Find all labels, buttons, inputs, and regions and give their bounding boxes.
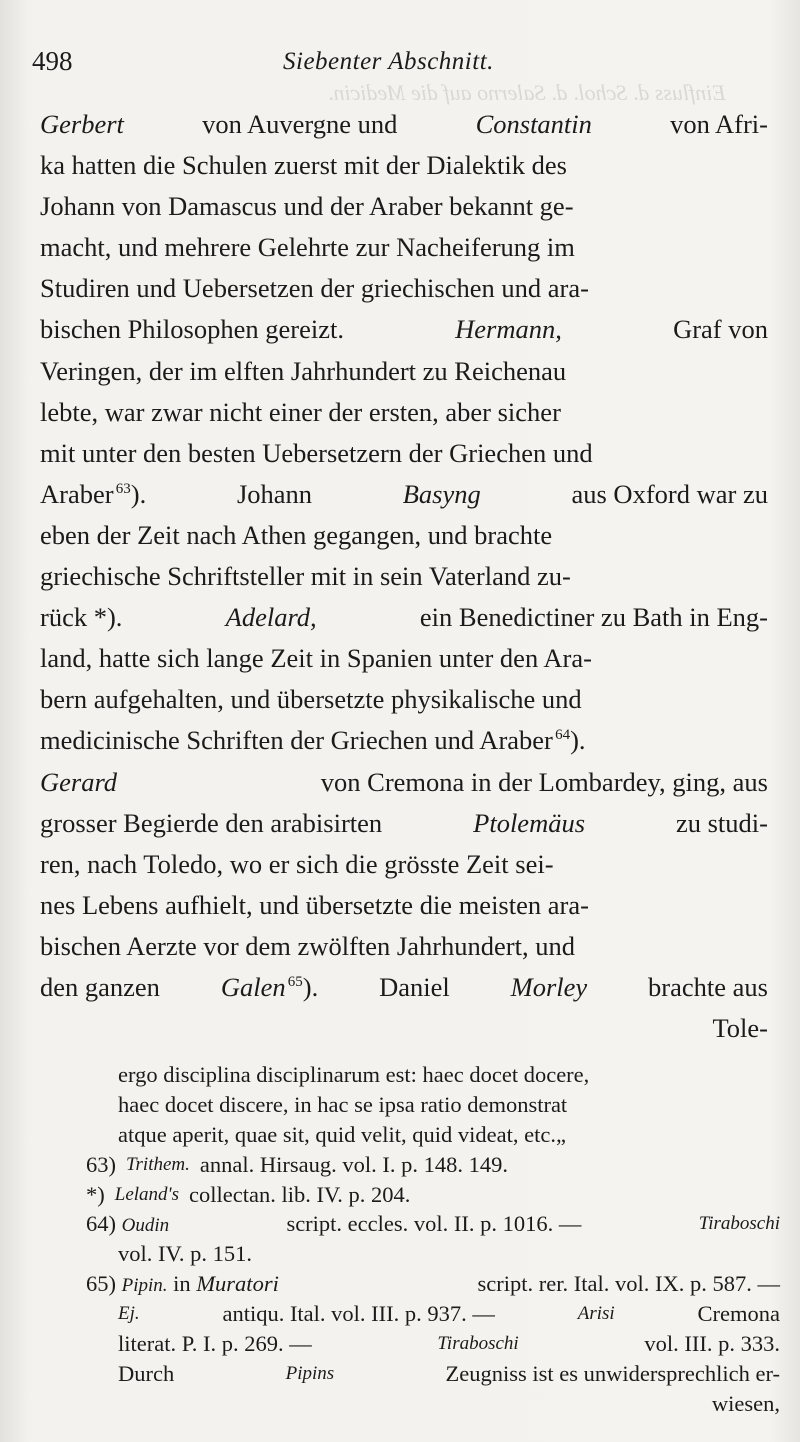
- text-span: ).: [130, 478, 147, 509]
- text-span: Zeugniss ist es unwidersprechlich er-: [445, 1360, 780, 1386]
- footnote-number: 65): [86, 1271, 116, 1297]
- text-line: [40, 720, 768, 761]
- text-span: Graf von: [673, 314, 768, 345]
- name-gerard: Gerard: [40, 766, 118, 797]
- text-span: bischen Aerzte vor dem zwölften Jahrhundert, und: [40, 930, 575, 961]
- text-span: wiesen,: [711, 1390, 780, 1416]
- main-text: [40, 104, 768, 1049]
- footnote-line: [86, 1299, 780, 1329]
- text-span: brachte aus: [648, 971, 768, 1002]
- text-span: script. eccles. vol. II. p. 1016. —: [286, 1211, 582, 1237]
- text-span: eben der Zeit nach Athen gegangen, und brachte: [40, 519, 553, 550]
- footnote-line: [86, 1359, 780, 1389]
- footnote-number: 63): [86, 1151, 116, 1177]
- text-span: mit unter den besten Uebersetzern der Griechen und: [40, 437, 593, 468]
- author-abbrev: Pipins: [285, 1362, 335, 1384]
- name-galen: Galen: [220, 971, 286, 1002]
- footnote-line: [86, 1090, 780, 1120]
- text-span: literat. P. I. p. 269. —: [118, 1331, 312, 1357]
- author-abbrev: Ej.: [118, 1303, 140, 1325]
- text-span: grosser Begierde den arabisirten: [40, 807, 383, 838]
- text-line: [40, 268, 768, 309]
- text-span: von Auvergne und: [202, 109, 398, 139]
- text-span: ).: [302, 971, 319, 1002]
- name-constantin: Constantin: [475, 109, 592, 139]
- text-span: land, hatte sich lange Zeit in Spanien unter den Ara-: [40, 643, 592, 674]
- text-line: [40, 392, 768, 433]
- text-line: [40, 186, 768, 227]
- text-span: script. rer. Ital. vol. IX. p. 587. —: [477, 1271, 780, 1297]
- text-line: [40, 803, 768, 844]
- text-span: aus Oxford war zu: [571, 478, 768, 509]
- page-header: [28, 42, 770, 105]
- page-number: 498: [32, 46, 73, 76]
- footnote-63: [86, 1150, 780, 1180]
- text-span: Johann: [236, 478, 313, 509]
- author-abbrev: Arisi: [577, 1303, 615, 1325]
- text-span: lebte, war zwar nicht einer der ersten, aber sicher: [40, 396, 561, 427]
- text-span: Cremona: [697, 1301, 780, 1327]
- name-gerbert: Gerbert: [40, 109, 124, 139]
- text-line: [40, 351, 768, 392]
- footnote-star: [86, 1180, 780, 1210]
- text-span: collectan. lib. IV. p. 204.: [189, 1181, 411, 1207]
- text-span: den ganzen: [40, 971, 160, 1002]
- text-span: rück *).: [40, 602, 123, 633]
- text-span: haec docet discere, in hac se ipsa ratio demonstrat: [118, 1091, 568, 1117]
- text-span: atque aperit, quae sit, quid velit, quid videat, etc.„: [118, 1121, 566, 1147]
- name-morley: Morley: [510, 971, 588, 1002]
- text-line: [40, 474, 768, 515]
- footnote-65: [86, 1269, 780, 1299]
- text-line: [40, 597, 768, 638]
- text-span: medicinische Schriften der Griechen und Araber: [40, 725, 553, 756]
- text-line: [40, 967, 768, 1008]
- text-span: Araber: [40, 478, 114, 509]
- text-span: zu studi-: [675, 807, 768, 838]
- text-line: [40, 926, 768, 967]
- footnotes: [86, 1060, 780, 1419]
- text-span: Johann von Damascus und der Araber bekannt ge-: [40, 191, 574, 222]
- text-line: [40, 844, 768, 885]
- author-abbrev: Muratori: [196, 1271, 279, 1297]
- footnote-line: [86, 1060, 780, 1090]
- author-abbrev: Pipin.: [121, 1275, 168, 1297]
- footnote-line: [86, 1239, 780, 1269]
- text-line: [40, 433, 768, 474]
- name-basyng: Basyng: [402, 478, 481, 509]
- text-span: annal. Hirsaug. vol. I. p. 148. 149.: [199, 1151, 508, 1177]
- author-abbrev: Tiraboschi: [437, 1333, 519, 1355]
- text-span: macht, und mehrere Gelehrte zur Nacheiferung im: [40, 232, 575, 263]
- text-line: [40, 227, 768, 268]
- text-line: [40, 515, 768, 556]
- footnote-ref-64: 64: [555, 727, 571, 744]
- footnote-line: [86, 1389, 780, 1419]
- text-line: [40, 309, 768, 350]
- text-span: bischen Philosophen gereizt.: [40, 314, 344, 345]
- text-line: [40, 556, 768, 597]
- author-abbrev: Leland's: [114, 1183, 179, 1205]
- footnote-number: 64): [86, 1211, 116, 1237]
- text-span: vol. III. p. 333.: [644, 1331, 780, 1357]
- text-line: [40, 679, 768, 720]
- text-span: in: [173, 1271, 191, 1297]
- name-adelard: Adelard,: [225, 602, 317, 633]
- footnote-ref-63: 63: [115, 481, 131, 498]
- text-line: [40, 104, 768, 145]
- author-abbrev: Tiraboschi: [698, 1213, 780, 1235]
- text-span: Studiren und Uebersetzen der griechischen und ara-: [40, 273, 589, 304]
- text-span: antiqu. Ital. vol. III. p. 937. —: [222, 1301, 495, 1327]
- text-span: ).: [570, 725, 586, 756]
- text-span: ren, nach Toledo, wo er sich die grösste Zeit sei-: [40, 848, 554, 879]
- text-span: nes Lebens aufhielt, und übersetzte die meisten ara-: [40, 889, 589, 920]
- catchword: Tole-: [712, 1013, 768, 1044]
- name-hermann: Hermann,: [455, 314, 562, 345]
- text-span: ein Benedictiner zu Bath in Eng-: [419, 602, 768, 633]
- footnote-line: [86, 1120, 780, 1150]
- text-span: bern aufgehalten, und übersetzte physikalische und: [40, 684, 582, 715]
- text-span: Daniel: [379, 971, 450, 1002]
- name-ptolemaeus: Ptolemäus: [473, 807, 586, 838]
- text-span: ergo disciplina disciplinarum est: haec docet docere,: [118, 1062, 590, 1087]
- footnote-line: [86, 1329, 780, 1359]
- footnote-ref-65: 65: [287, 974, 303, 991]
- text-span: ka hatten die Schulen zuerst mit der Dialektik des: [40, 150, 567, 181]
- text-span: von Cremona in der Lombardey, ging, aus: [320, 766, 768, 797]
- text-line: [40, 885, 768, 926]
- text-span: Durch: [118, 1360, 175, 1386]
- catchword-line: [40, 1008, 768, 1049]
- bleed-through-text: Einfluss d. Schol. d. Salerno auf die Medicin.: [328, 80, 726, 105]
- footnote-number: *): [86, 1181, 105, 1207]
- text-line: [40, 762, 768, 803]
- text-span: von Afri-: [670, 109, 768, 139]
- author-abbrev: Oudin: [121, 1215, 170, 1237]
- text-line: [40, 145, 768, 186]
- text-span: Veringen, der im elften Jahrhundert zu Reichenau: [40, 355, 567, 386]
- text-line: [40, 638, 768, 679]
- text-span: vol. IV. p. 151.: [118, 1241, 252, 1267]
- text-span: griechische Schriftsteller mit in sein Vaterland zu-: [40, 561, 571, 592]
- footnote-64: [86, 1209, 780, 1239]
- author-abbrev: Trithem.: [126, 1153, 190, 1175]
- running-head: Siebenter Abschnitt.: [283, 48, 494, 75]
